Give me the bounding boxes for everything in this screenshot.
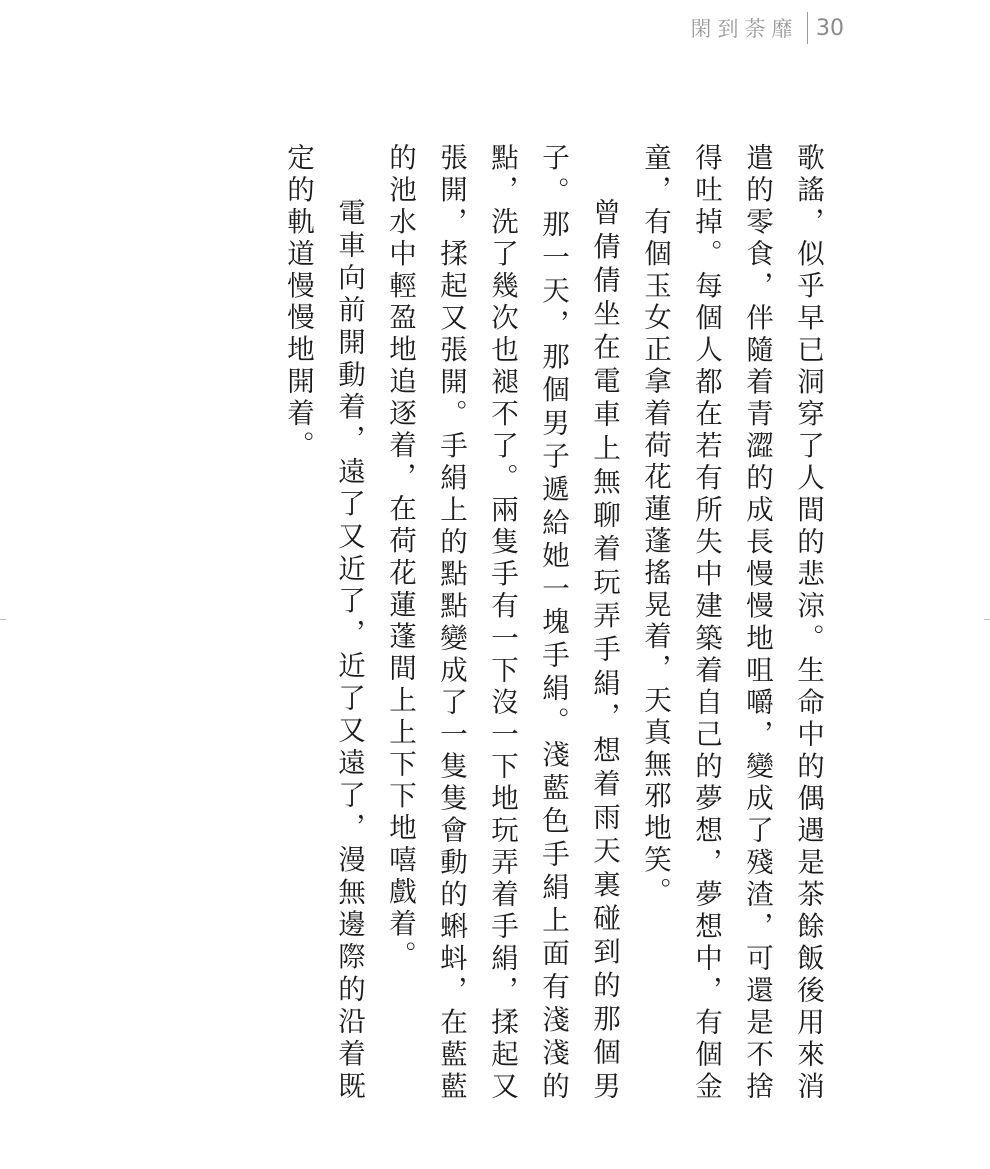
paragraph-2: 曾倩倩坐在電車上無聊着玩弄手絹，想着雨天裏碰到的那個男子。那一天，那個男子遞給她一塊手絹。淺藍色手絹上面有淺淺的點，洗了幾次也褪不了。兩隻手有一下沒一下地玩弄着手絹，揉起又張開，揉起又張開。手絹上的點點變成了一隻隻會動的蝌蚪，在藍藍的池水中輕盈地追逐着，在荷花蓮蓬間上上下下地嘻戲着。 — [384, 143, 620, 1103]
header-divider — [807, 12, 809, 44]
paragraph-3: 電車向前開動着，遠了又近了，近了又遠了，漫無邊際的沿着既定的軌道慢慢地開着。 — [282, 143, 365, 1103]
page-number: 30 — [816, 15, 844, 41]
crop-mark-right — [984, 619, 990, 620]
paragraph-1: 歌謠，似乎早已洞穿了人間的悲涼。生命中的偶遇是茶餘飯後用來消遣的零食，伴隨着青澀的成長慢慢地咀嚼，變成了殘渣，可還是不捨得吐掉。每個人都在若有所失中建築着自己的夢想，夢想中，有個金童，有個玉女正拿着荷花蓮蓬搖晃着，天真無邪地笑。 — [639, 143, 824, 1103]
crop-mark-left — [0, 619, 6, 620]
page-header — [691, 10, 845, 46]
book-title: 閑到荼靡 — [690, 17, 799, 41]
vertical-text-body — [272, 143, 833, 1103]
